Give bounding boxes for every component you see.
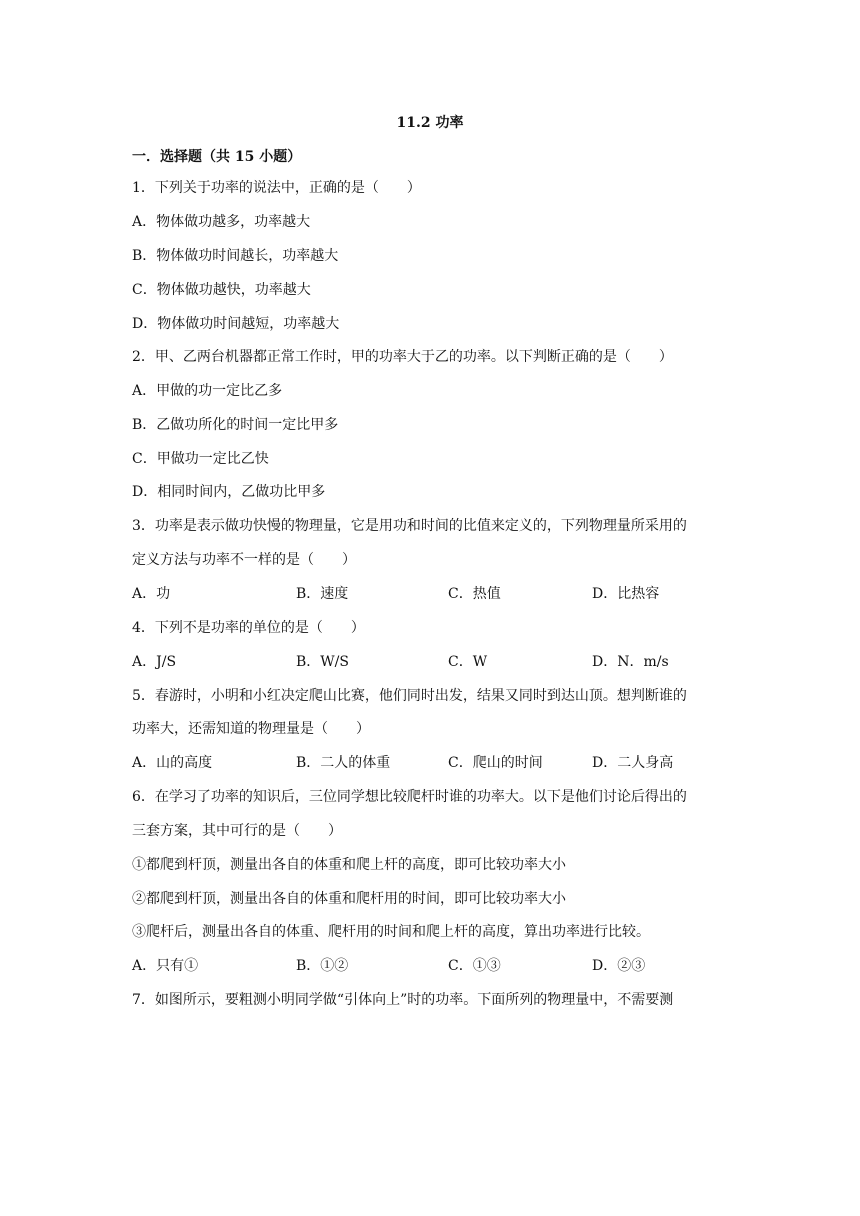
question-3-option-b: B．速度: [296, 586, 349, 602]
question-5-options: [132, 752, 752, 774]
question-6-plan-1: ①都爬到杆顶，测量出各自的体重和爬上杆的高度，即可比较功率大小: [132, 857, 566, 873]
question-3-stem-line-2: 定义方法与功率不一样的是（ ）: [132, 552, 356, 568]
section-heading: 一．选择题（共 15 小题）: [132, 149, 302, 165]
question-6-plan-3: ③爬杆后，测量出各自的体重、爬杆用的时间和爬上杆的高度，算出功率进行比较。: [132, 924, 650, 940]
question-1-option-a: A．物体做功越多，功率越大: [132, 214, 311, 230]
question-6-option-c: C．①③: [448, 958, 501, 974]
question-4-option-d: D．N．m/s: [592, 654, 669, 670]
question-4-option-a: A．J/S: [132, 654, 177, 670]
question-3-options: [132, 583, 752, 605]
question-6-option-b: B．①②: [296, 958, 349, 974]
question-5-stem-line-1: 5．春游时，小明和小红决定爬山比赛，他们同时出发，结果又同时到达山顶。想判断谁的: [132, 688, 687, 704]
question-1-option-d: D．物体做功时间越短，功率越大: [132, 316, 340, 332]
question-5-option-a: A．山的高度: [132, 755, 213, 771]
question-3-option-d: D．比热容: [592, 586, 660, 602]
question-7-stem-line-1: 7．如图所示，要粗测小明同学做“引体向上”时的功率。下面所列的物理量中，不需要测: [132, 992, 674, 1008]
question-4-option-b: B．W/S: [296, 654, 349, 670]
question-2-option-c: C．甲做功一定比乙快: [132, 451, 269, 467]
question-4-options: [132, 651, 752, 673]
question-6-option-a: A．只有①: [132, 958, 199, 974]
question-1-stem: 1．下列关于功率的说法中，正确的是（ ）: [132, 180, 421, 196]
question-2-stem: 2．甲、乙两台机器都正常工作时，甲的功率大于乙的功率。以下判断正确的是（ ）: [132, 349, 673, 365]
question-2-option-a: A．甲做的功一定比乙多: [132, 383, 283, 399]
question-6-plan-2: ②都爬到杆顶，测量出各自的体重和爬杆用的时间，即可比较功率大小: [132, 891, 566, 907]
question-5-option-b: B．二人的体重: [296, 755, 391, 771]
question-2-option-d: D．相同时间内，乙做功比甲多: [132, 484, 326, 500]
question-6-stem-line-1: 6．在学习了功率的知识后，三位同学想比较爬杆时谁的功率大。以下是他们讨论后得出的: [132, 789, 687, 805]
page-title: 11.2 功率: [396, 115, 464, 131]
question-1-option-c: C．物体做功越快，功率越大: [132, 282, 311, 298]
question-5-option-c: C．爬山的时间: [448, 755, 543, 771]
question-3-option-a: A．功: [132, 586, 171, 602]
question-2-option-b: B．乙做功所化的时间一定比甲多: [132, 417, 339, 433]
question-4-option-c: C．W: [448, 654, 488, 670]
question-1-option-b: B．物体做功时间越长，功率越大: [132, 248, 339, 264]
question-4-stem: 4．下列不是功率的单位的是（ ）: [132, 620, 365, 636]
question-6-stem-line-2: 三套方案，其中可行的是（ ）: [132, 823, 342, 839]
question-3-stem-line-1: 3．功率是表示做功快慢的物理量，它是用功和时间的比值来定义的，下列物理量所采用的: [132, 518, 687, 534]
question-5-stem-line-2: 功率大，还需知道的物理量是（ ）: [132, 721, 370, 737]
question-5-option-d: D．二人身高: [592, 755, 674, 771]
question-3-option-c: C．热值: [448, 586, 501, 602]
question-6-option-d: D．②③: [592, 958, 646, 974]
question-6-options: [132, 955, 752, 977]
